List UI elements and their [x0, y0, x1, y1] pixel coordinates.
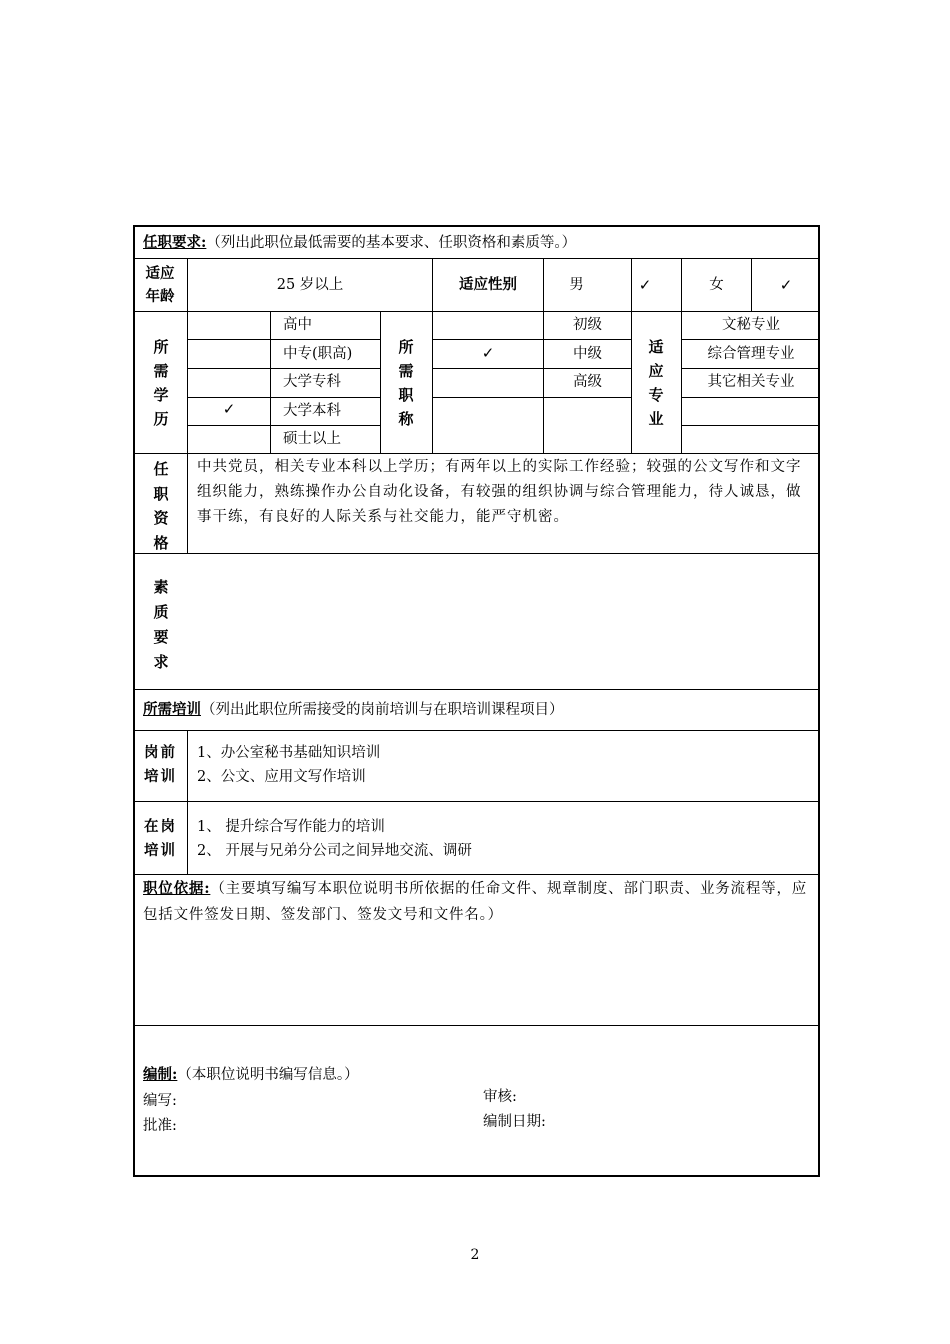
basis-section: [143, 876, 815, 928]
requirements-title: 任职要求:: [143, 234, 207, 251]
edu-item: 中专(职高): [283, 346, 353, 362]
requirements-header: [143, 231, 576, 255]
basis-title: 职位依据:: [143, 880, 211, 897]
row-divider: [432, 368, 631, 369]
gender-label: 适应性别: [459, 276, 517, 293]
approver-label: 批准:: [143, 1118, 177, 1134]
title-level-label: 所需职称: [398, 338, 414, 428]
reviewer-label: 审核:: [483, 1089, 517, 1105]
on-training-label: 在岗培训: [144, 818, 177, 859]
age-value: 25 岁以上: [276, 277, 344, 293]
row-divider: [681, 397, 820, 398]
compile-header: [143, 1063, 359, 1087]
training-header: [143, 698, 564, 722]
title-level-item: 初级: [573, 317, 602, 333]
pre-training-label: 岗前培训: [144, 744, 177, 785]
pre-training-item: 1、办公室秘书基础知识培训: [197, 745, 381, 761]
row-divider: [133, 1025, 820, 1026]
compile-note: （本职位说明书编写信息。）: [177, 1067, 359, 1083]
row-divider: [133, 730, 820, 731]
training-title: 所需培训: [143, 701, 201, 718]
row-divider: [187, 425, 380, 426]
gender-male: 男: [569, 277, 584, 293]
gender-female: 女: [709, 277, 724, 293]
edu-item: 大学专科: [283, 374, 341, 390]
female-check-icon: ✓: [779, 276, 793, 294]
major-item: 其它相关专业: [707, 374, 795, 390]
qualification-text: 中共党员，相关专业本科以上学历；有两年以上的实际工作经验；较强的公文写作和文字组织能力，熟练操作办公自动化设备，有较强的组织协调与综合管理能力，待人诚恳，做事干练，有良好的人际关系与社交能力，能严守机密。: [197, 459, 802, 525]
row-divider: [133, 553, 820, 554]
quality-label: 素质要求: [153, 578, 169, 671]
row-divider: [133, 874, 820, 875]
row-divider: [681, 425, 820, 426]
title-level-item: 高级: [573, 374, 602, 390]
page-number: 2: [470, 1247, 480, 1263]
edu-item: 硕士以上: [283, 431, 341, 447]
row-divider: [133, 311, 820, 312]
basis-note: （主要填写编写本职位说明书所依据的任命文件、规章制度、部门职责、业务流程等，应包括文件签发日期、签发部门、签发文号和文件名。）: [143, 881, 808, 923]
col-divider: [187, 730, 188, 874]
on-training-item: 1、 提升综合写作能力的培训: [197, 819, 385, 835]
col-divider: [380, 311, 381, 453]
education-label: 所需学历: [153, 338, 169, 428]
date-label: 编制日期:: [483, 1114, 546, 1130]
male-check-icon: ✓: [638, 276, 652, 294]
edu-check-icon: ✓: [222, 400, 236, 418]
age-label: 适应年龄: [145, 265, 175, 305]
compile-title: 编制:: [143, 1066, 178, 1083]
col-divider: [432, 311, 433, 453]
row-divider: [133, 689, 820, 690]
row-divider: [432, 397, 631, 398]
major-item: 综合管理专业: [707, 346, 795, 362]
edu-item: 高中: [283, 317, 312, 333]
training-note: （列出此职位所需接受的岗前培训与在职培训课程项目）: [201, 702, 564, 718]
writer-label: 编写:: [143, 1093, 177, 1109]
row-divider: [432, 339, 631, 340]
title-check-icon: ✓: [481, 344, 495, 362]
row-divider: [681, 339, 820, 340]
on-training-item: 2、 开展与兄弟分公司之间异地交流、调研: [197, 843, 472, 859]
pre-training-item: 2、公文、应用文写作培训: [197, 769, 366, 785]
major-label: 适应专业: [648, 338, 664, 428]
row-divider: [187, 339, 380, 340]
row-divider: [133, 801, 820, 802]
row-divider: [681, 368, 820, 369]
title-level-item: 中级: [573, 346, 602, 362]
row-divider: [187, 368, 380, 369]
row-divider: [133, 453, 820, 454]
edu-item: 大学本科: [283, 403, 341, 419]
col-divider: [270, 311, 271, 453]
row-divider: [133, 258, 820, 259]
requirements-note: （列出此职位最低需要的基本要求、任职资格和素质等。）: [206, 235, 577, 251]
qualification-label: 任职资格: [153, 460, 169, 552]
major-item: 文秘专业: [722, 317, 780, 333]
